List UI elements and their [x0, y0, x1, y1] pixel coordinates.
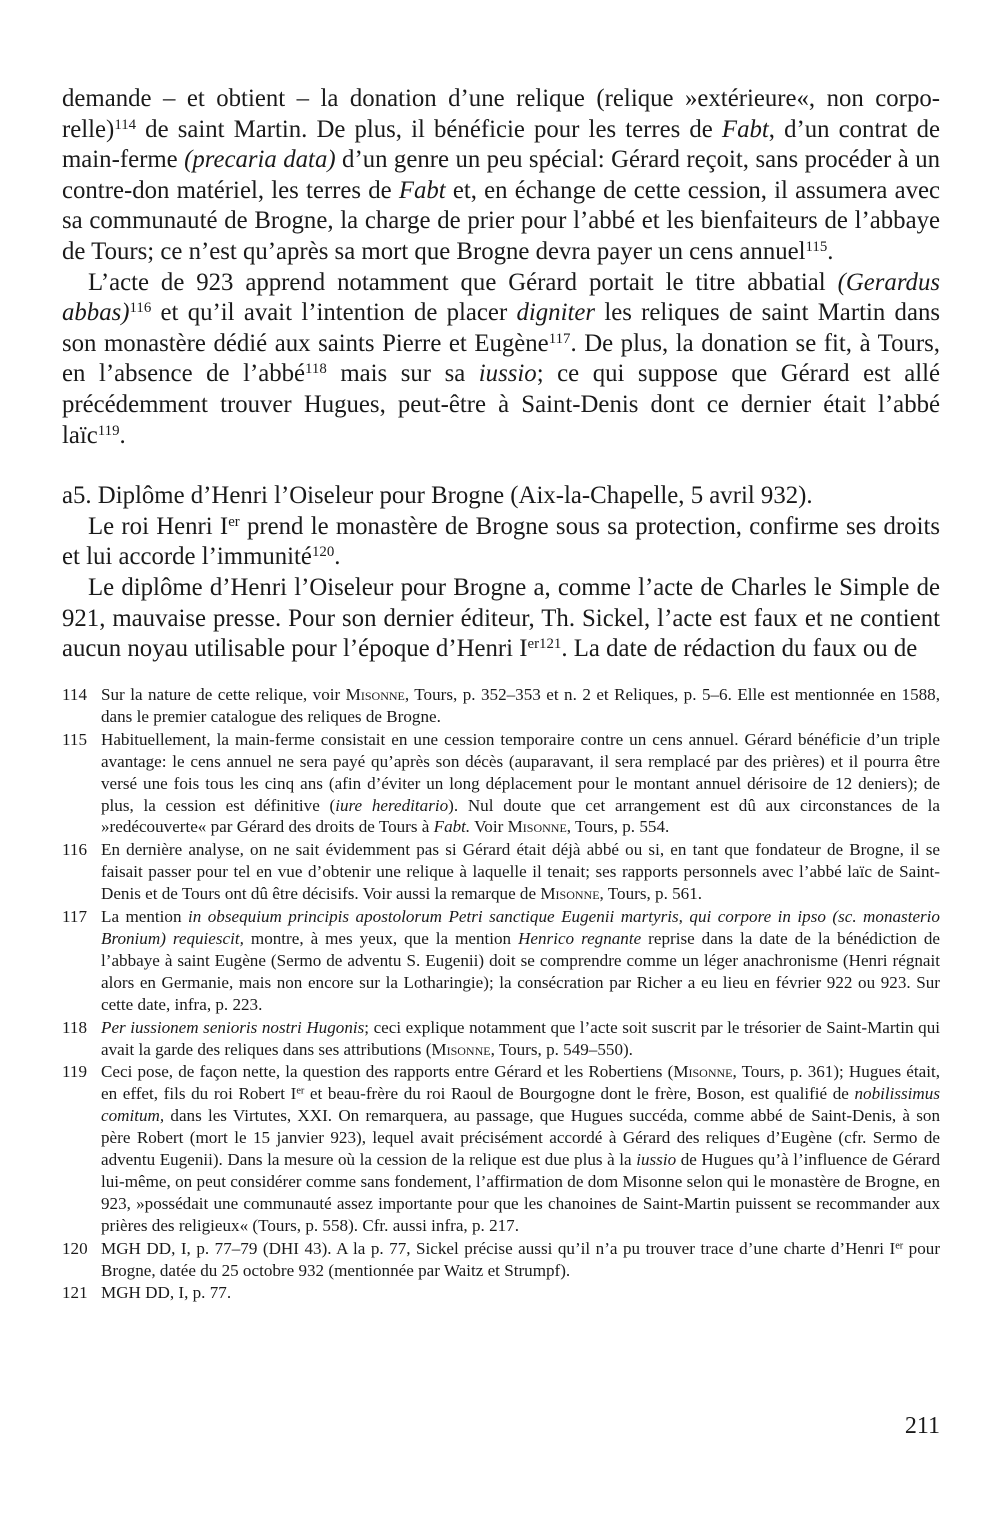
- text-run: les reliques de saint Martin dans son monastère dédié aux saints Pierre et Eugène: [62, 299, 940, 357]
- footnote-ref-119[interactable]: 119: [97, 422, 120, 439]
- text-run: La mention: [101, 907, 188, 927]
- footnote-ref-116[interactable]: 116: [129, 299, 152, 316]
- superscript-er: er: [296, 1085, 305, 1097]
- text-run: prend le monastère de Brogne sous sa protection, confirme ses droits et lui accorde l’immunité: [62, 512, 940, 571]
- italic-term: iussio: [478, 360, 537, 388]
- superscript-er: er: [895, 1240, 904, 1252]
- text-run: de saint Martin. De plus, il bénéficie pour les terres de: [136, 115, 722, 143]
- italic-term: Per iussionem senioris nostri Hugonis: [101, 1017, 365, 1037]
- text-run: d’un genre un peu spécial: Gérard reçoit, sans procéder à un contre-don matériel, les terres de: [62, 146, 940, 204]
- italic-term: Fabt: [721, 115, 769, 143]
- text-run: et beau-frère du roi Raoul de Bourgogne dont le frère, Boson, est qualifié de: [304, 1084, 855, 1104]
- section-heading: a5. Diplôme d’Henri l’Oiseleur pour Brogne (Aix-la-Chapelle, 5 avril 932).: [62, 482, 813, 510]
- text-run: de Hugues qu’à l’influence de Gérard lui-même, on peut considérer comme sans fondement, l’affirmation de dom Misonne selon qui le monastère de Brogne, en 923, »possédait une communauté assez importante pour que les chanoines de Saint-Martin puissent se recommander aux prières des religieux« (Tours, p. 558). Cfr. aussi infra, p. 217.: [101, 1150, 940, 1235]
- footnote-ref-120[interactable]: 120: [311, 544, 335, 561]
- footnote-number: 116: [62, 840, 88, 860]
- footnote-116: [62, 839, 940, 905]
- text-run: , Tours, p. 361); Hugues était, en effet, fils du roi Robert I: [101, 1062, 940, 1104]
- italic-term: digniter: [516, 299, 596, 327]
- paragraph-diploma: [62, 573, 940, 665]
- italic-term: Henrico regnante: [518, 928, 642, 948]
- text-run: ; ce qui suppose que Gérard est allé précédemment trouver Hugues, peut-être à Saint-Denis dont ce dernier était l’abbé laïc: [62, 360, 941, 449]
- superscript-er: er: [527, 635, 540, 652]
- text-run: Le roi Henri I: [88, 512, 229, 540]
- footnote-number: 118: [62, 1017, 88, 1037]
- text-run: L’acte de 923 apprend notamment que Gérard portait le titre abbatial: [88, 268, 838, 296]
- author-name: Misonne: [431, 1039, 491, 1059]
- footnote-117: [62, 906, 940, 1016]
- footnote-118: [62, 1017, 940, 1061]
- footnote-text: [101, 1017, 940, 1061]
- text-run: Ceci pose, de façon nette, la question des rapports entre Gérard et les Robertiens (: [101, 1062, 674, 1082]
- text-run: , Tours, p. 561.: [599, 884, 703, 904]
- author-name: Misonne: [540, 884, 600, 904]
- footnote-114: [62, 684, 940, 728]
- footnote-121: [62, 1282, 940, 1304]
- text-run: et qu’il avait l’intention de placer: [151, 299, 517, 327]
- text-run: et, en échange de cette cession, il assumera avec sa communauté de Brogne, la charge de prier pour l’abbé et les bienfaiteurs de l’abbaye de Tours; ce n’est qu’après sa mort que Brogne devra payer un cens annuel: [62, 176, 940, 265]
- text-run: pour Brogne, datée du 25 octobre 932 (mentionnée par Waitz et Strumpf).: [101, 1238, 941, 1280]
- text-run: ). Nul doute que cet arrangement est dû aux circonstances de la »redécouverte« par Gérard des droits de Tours à: [101, 795, 941, 837]
- footnote-number: 117: [62, 907, 88, 927]
- footnote-ref-117[interactable]: 117: [548, 330, 571, 347]
- italic-term: iussio: [636, 1150, 677, 1170]
- text-run: .: [334, 543, 341, 571]
- paragraph-donation: [62, 84, 940, 268]
- author-name: Misonne: [673, 1062, 733, 1082]
- main-text: [62, 84, 940, 665]
- text-run: ; ceci explique notamment que l’acte soit suscrit par le trésorier de Saint-Martin qui avait la garde des reliques dans ses attributions (: [101, 1017, 941, 1059]
- paragraph-royal-protection: [62, 512, 940, 573]
- text-run: .: [827, 237, 834, 265]
- footnote-number: 121: [62, 1283, 88, 1303]
- italic-term: iure hereditario: [335, 795, 449, 815]
- superscript-er: er: [228, 513, 240, 530]
- text-run: mais sur sa: [326, 360, 479, 388]
- italic-term: (Gerardus abbas): [62, 268, 940, 327]
- italic-term: Fabt.: [433, 817, 471, 837]
- footnote-number: 120: [62, 1238, 88, 1258]
- author-name: Misonne: [345, 685, 405, 704]
- text-run: reprise dans la date de la bénédiction de l’abbaye à saint Eugène (Sermo de adventu S. Eugenii) doit se comprendre comme un léger anachronisme (Henri régnait alors en Germanie, mais non encore sur la Lotharingie); la consécration par Richer a eu lieu en février 922 ou 923. Sur cette date, infra, p. 223.: [101, 928, 940, 1014]
- text-run: Le diplôme d’Henri l’Oiseleur pour Brogne a, comme l’acte de Charles le Simple de 921, mauvaise presse. Pour son dernier éditeur, Th. Sickel, l’acte est faux et ne contient aucun noyau utilisable pour l’époque d’Henri I: [62, 573, 940, 663]
- text-run: , Tours, p. 549–550).: [490, 1039, 633, 1059]
- italic-term: (precaria data): [184, 146, 336, 174]
- footnote-ref-121[interactable]: 121: [539, 635, 562, 652]
- footnote-text: [101, 839, 940, 905]
- footnote-text: [101, 1061, 940, 1236]
- text-run: Sur la nature de cette relique, voir: [101, 685, 346, 704]
- footnote-text: [101, 1282, 940, 1304]
- page-number: 211: [904, 1413, 940, 1439]
- text-run: En dernière analyse, on ne sait évidemment pas si Gérard était déjà abbé ou si, en tant que fondateur de Brogne, il se faisait passer pour tel en vue d’obtenir une relique à laquelle il tenait; ses rapports personnels avec l’abbé laïc de Saint-Denis et de Tours ont dû être décisifs. Voir aussi la remarque de: [101, 840, 940, 904]
- footnote-ref-118[interactable]: 118: [305, 361, 327, 378]
- text-run: dans les Virtutes, XXI. On remarquera, au passage, que Hugues succéda, comme abbé de Saint-Denis, à son père Robert (mort le 15 janvier 923), lequel avait précisément accordé à Gérard des reliques d’Eugène (cfr. Sermo de adventu Eugenii). Dans la mesure où la cession de la relique est due plus à la: [101, 1106, 940, 1170]
- text-run: , d’un contrat de main-ferme: [62, 115, 941, 174]
- text-run: MGH DD, I, p. 77–79 (DHI 43). A la p. 77, Sickel précise aussi qu’il n’a pu trouver trace d’une charte d’Henri I: [101, 1238, 896, 1258]
- text-run: demande – et obtient – la donation d’une relique (relique »extérieure«, non corpo-relle): [62, 85, 940, 143]
- footnotes: [62, 684, 940, 1305]
- footnote-number: 114: [62, 685, 88, 704]
- author-name: Misonne: [507, 817, 567, 837]
- paragraph-act-923: [62, 268, 940, 452]
- text-run: . De plus, la donation se fit, à Tours, en l’absence de l’abbé: [62, 329, 941, 388]
- text-run: Habituellement, la main-ferme consistait en une cession temporaire contre un cens annuel. Gérard bénéficie d’un triple avantage: le cens annuel ne sera payé qu’après son décès (auparavant, il sera remplacé par des prières) et il pourra être versé une fois tous les cinq ans (afin d’éviter un long déplacement pour le montant annuel dérisoire de 12 deniers); de plus, la cession est définitive (: [101, 729, 940, 815]
- footnote-119: [62, 1061, 940, 1236]
- text-run: , Tours, p. 554.: [566, 817, 670, 837]
- text-run: . La date de rédaction du faux ou de: [561, 635, 918, 663]
- footnote-ref-115[interactable]: 115: [805, 238, 828, 255]
- italic-term: nobilissimus comitum,: [101, 1084, 940, 1126]
- text-run: Voir: [470, 817, 508, 837]
- footnote-text: [101, 684, 940, 728]
- text-run: .: [119, 421, 126, 449]
- footnote-number: 119: [62, 1062, 88, 1082]
- footnote-number: 115: [62, 729, 88, 749]
- text-run: MGH DD, I, p. 77.: [101, 1283, 232, 1303]
- footnote-120: [62, 1238, 940, 1282]
- footnote-text: [101, 906, 940, 1016]
- text-run: , Tours, p. 352–353 et n. 2 et Reliques, p. 5–6. Elle est mentionnée en 1588, dans le premier catalogue des reliques de Brogne.: [101, 685, 940, 726]
- footnote-ref-114[interactable]: 114: [114, 116, 137, 133]
- footnote-115: [62, 729, 940, 839]
- italic-term: Fabt: [398, 176, 446, 204]
- footnote-text: [101, 729, 940, 839]
- text-run: montre, à mes yeux, que la mention: [243, 928, 519, 948]
- italic-term: in obsequium principis apostolorum Petri sanctique Eugenii martyris, qui corpore in ipso (sc. monasterio Bronium) requiescit,: [101, 907, 940, 948]
- footnote-text: [101, 1238, 940, 1282]
